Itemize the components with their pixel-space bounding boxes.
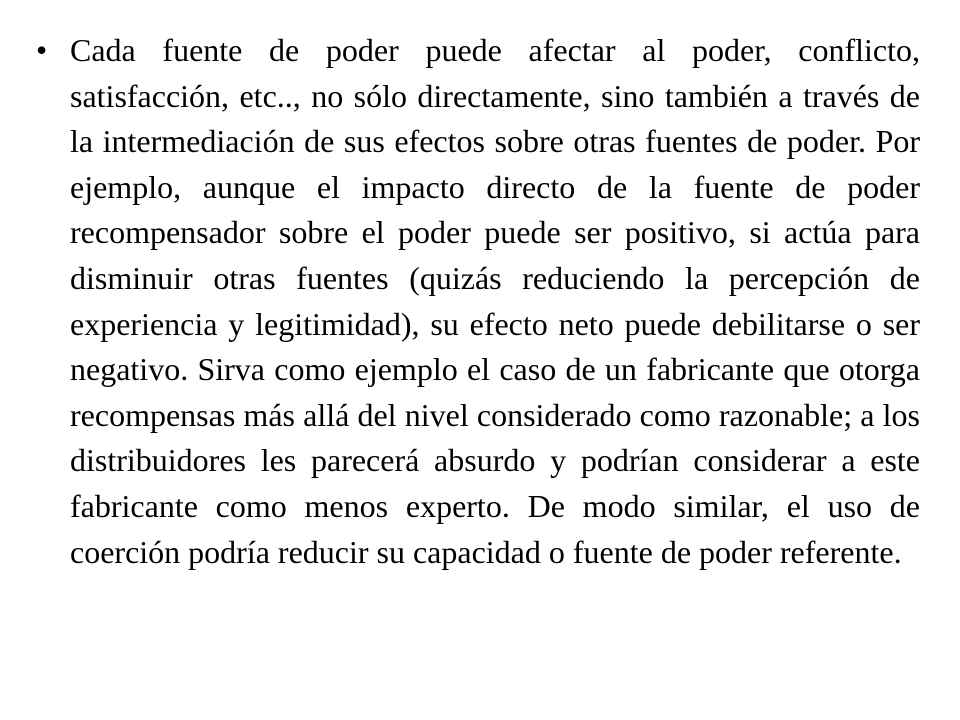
bullet-text: Cada fuente de poder puede afectar al poder, conflicto, satisfacción, etc.., no sólo directamente, sino también a través de la intermediación de sus efectos sobre otras fuentes de poder. Por ejemplo, aunque el impacto directo de la fuente de poder recompensador sobre el poder puede ser positivo, si actúa para disminuir otras fuentes (quizás reduciendo la percepción de experiencia y legitimidad), su efecto neto puede debilitarse o ser negativo. Sirva como ejemplo el caso de un fabricante que otorga recompensas más allá del nivel considerado como razonable; a los distribuidores les parecerá absurdo y podrían considerar a este fabricante como menos experto. De modo similar, el uso de coerción podría reducir su capacidad o fuente de poder referente. <box>70 32 920 570</box>
bullet-list <box>36 28 920 575</box>
bullet-item <box>36 28 920 575</box>
bullet-dot-icon: • <box>36 32 48 68</box>
